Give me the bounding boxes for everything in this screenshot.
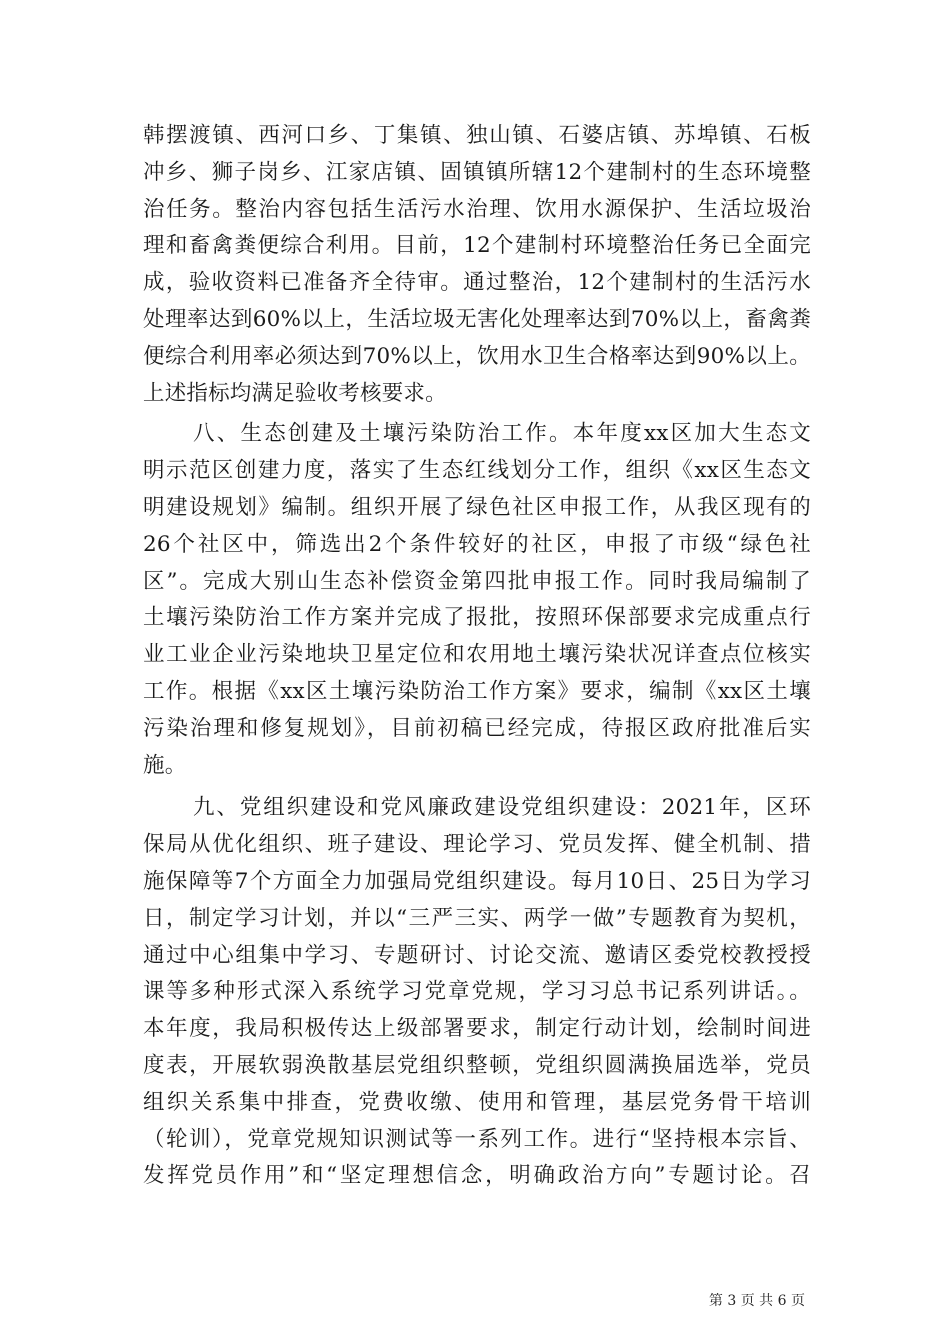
text-line: 便综合利用率必须达到70%以上，饮用水卫生合格率达到90%以上。 <box>143 343 811 369</box>
text-line: 保局从优化组织、班子建设、理论学习、党员发挥、健全机制、措 <box>143 832 811 858</box>
paragraph-section-9 <box>143 790 811 1195</box>
text-line: 处理率达到60%以上，生活垃圾无害化处理率达到70%以上，畜禽粪 <box>143 306 811 332</box>
text-line: 韩摆渡镇、西河口乡、丁集镇、独山镇、石婆店镇、苏埠镇、石板 <box>143 123 811 148</box>
text-line: 工作。根据《xx区土壤污染防治工作方案》要求，编制《xx区土壤 <box>143 678 811 704</box>
text-line: 治任务。整治内容包括生活污水治理、饮用水源保护、生活垃圾治 <box>143 196 811 222</box>
text-line: 组织关系集中排查，党费收缴、使用和管理，基层党务骨干培训 <box>143 1089 811 1115</box>
text-line: 九、党组织建设和党风廉政建设党组织建设：2021年，区环 <box>193 795 811 821</box>
text-line: 明建设规划》编制。组织开展了绿色社区申报工作，从我区现有的 <box>143 494 811 520</box>
text-line: 发挥党员作用”和“坚定理想信念，明确政治方向”专题讨论。召 <box>143 1163 811 1189</box>
text-line: 上述指标均满足验收考核要求。 <box>143 380 447 406</box>
text-line: 26个社区中，筛选出2个条件较好的社区，申报了市级“绿色社 <box>143 531 811 557</box>
paragraph-section-8 <box>143 416 811 784</box>
text-line: 污染治理和修复规划》，目前初稿已经完成，待报区政府批准后实 <box>143 715 811 741</box>
paragraph-continued <box>143 118 811 412</box>
text-line: 业工业企业污染地块卫星定位和农用地土壤污染状况详查点位核实 <box>143 642 811 668</box>
text-line: （轮训），党章党规知识测试等一系列工作。进行“坚持根本宗旨、 <box>143 1126 811 1152</box>
text-line: 施保障等7个方面全力加强局党组织建设。每月10日、25日为学习 <box>143 868 811 894</box>
page-number: 第 3 页 共 6 页 <box>708 1293 805 1309</box>
text-line: 度表，开展软弱涣散基层党组织整顿，党组织圆满换届选举，党员 <box>143 1052 811 1078</box>
text-line: 土壤污染防治工作方案并完成了报批，按照环保部要求完成重点行 <box>143 605 811 631</box>
text-line: 成，验收资料已准备齐全待审。通过整治，12个建制村的生活污水 <box>143 270 811 296</box>
text-line: 八、生态创建及土壤污染防治工作。本年度xx区加大生态文 <box>193 421 811 447</box>
text-line: 区”。完成大别山生态补偿资金第四批申报工作。同时我局编制了 <box>143 568 811 594</box>
document-body <box>143 118 811 1195</box>
text-line: 日，制定学习计划，并以“三严三实、两学一做”专题教育为契机， <box>143 905 811 931</box>
text-line: 理和畜禽粪便综合利用。目前，12个建制村环境整治任务已全面完 <box>143 233 811 259</box>
text-line: 明示范区创建力度，落实了生态红线划分工作，组织《xx区生态文 <box>143 458 811 484</box>
text-line: 冲乡、狮子岗乡、江家店镇、固镇镇所辖12个建制村的生态环境整 <box>143 159 811 185</box>
text-line: 本年度，我局积极传达上级部署要求，制定行动计划，绘制时间进 <box>143 1016 811 1042</box>
text-line: 施。 <box>143 752 187 778</box>
text-line: 课等多种形式深入系统学习党章党规，学习习总书记系列讲话。。 <box>143 979 811 1005</box>
text-line: 通过中心组集中学习、专题研讨、讨论交流、邀请区委党校教授授 <box>143 942 811 968</box>
